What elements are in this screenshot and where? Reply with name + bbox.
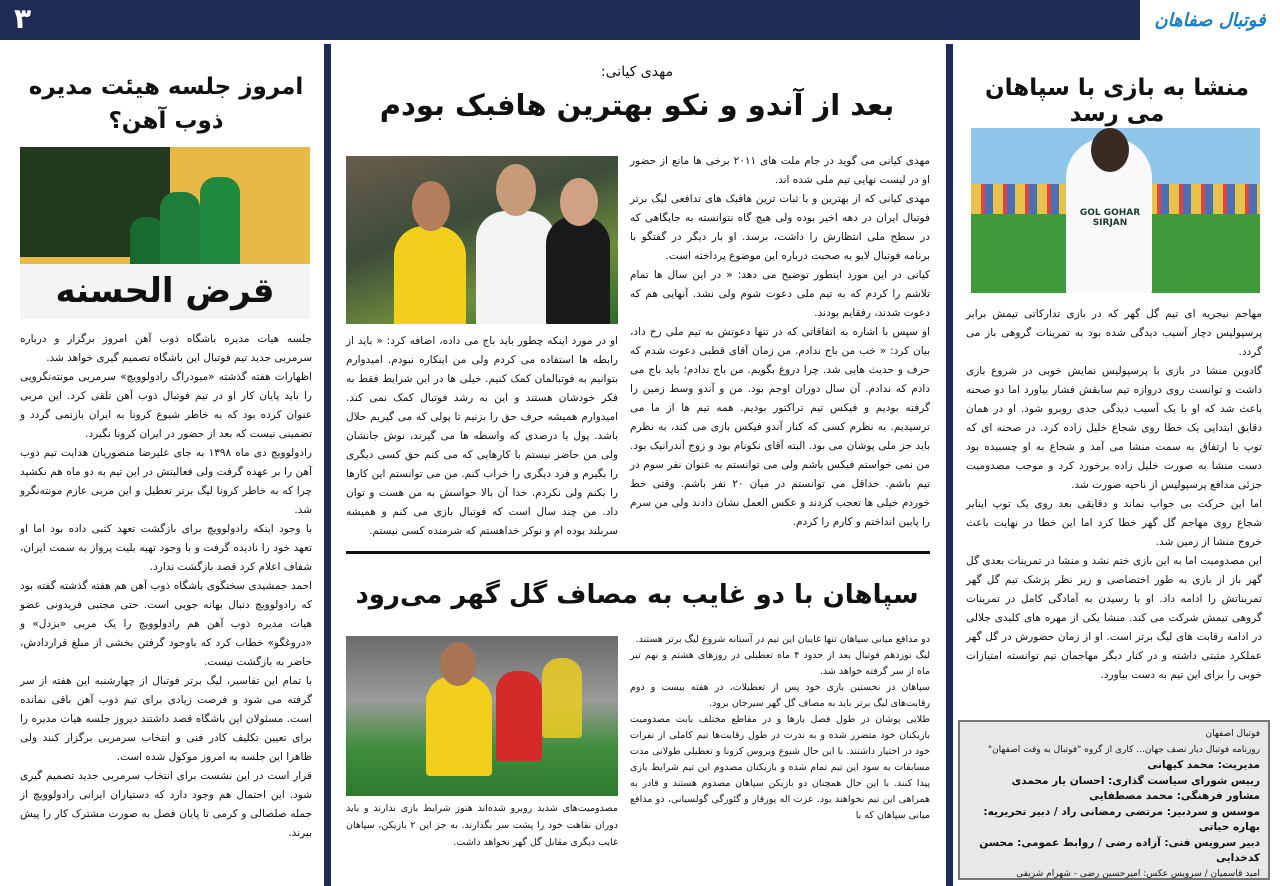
article-mensah-body [966,305,1262,710]
masthead-credits [958,720,1270,880]
photo-zobahan [20,147,310,319]
article-sepahan-body-right [630,632,930,882]
paragraph: رادولوویچ دی ماه ۱۳۹۸ به جای علیرضا منصوریان هدایت تیم ذوب آهن را بر عهده گرفت ولی فعالیتش در این تیم به دو ماه هم نکشید چرا که به خاطر کرونا لیگ برتر تعطیل و این مربی عازم مونته‌نگرو شد. [20,447,312,516]
paragraph: سپاهان در نخستین بازی خود پس از تعطیلات، در هفته بیست و دوم رقابت‌های لیگ برتر باید به مصاف گل گهر سیرجان برود. [630,682,930,709]
credits-line: مشاور فرهنگی: محمد مصطفایی [1089,790,1260,802]
headline-sepahan: سپاهان با دو غایب به مصاف گل گهر می‌رود [355,580,919,610]
credits-line: فوتبال اصفهان [1205,729,1260,739]
credits-line: مدیریت: محمد کیهانی [1147,759,1260,771]
paragraph: او سپس با اشاره به اتفاقاتی که در تنها دعوتش به تیم ملی رخ داد، بیان کرد: « خب من باج ندادم. من زمان آقای قطبی دعوت شدم که حرف و حدیث هایی شد. چرا دروغ بگویم. من باج ندادم؛ باید باج می دادم که ندادم. آن سال دوران اوجم بود. من و آندو وسط زمین را گرفته بودیم و فیکس تیم تراکتور بودیم. همه تیم ها از ما می ترسیدیم. به نظرم کسی که کنار آندو فیکس بازی می کند، به نظرم باید جز ملی پوشان می بود. البته آقای نکونام بود و زوج آندرانیک بود. من نمی خواستم فیکس باشم ولی می توانستم به عنوان نفر سوم در تیم باشم. حداقل می توانستم در میان ۲۰ نفر باشم. وقتی خط خوردم خیلی ها تعجب کردند و عکس العمل نشان دادند ولی من سرم را پایین انداختم و کارم را کردم. [630,326,930,528]
header-bar [0,0,1280,40]
kicker-kiani: مهدی کیانی: [600,64,674,80]
jersey-text: GOL GOHAR SIRJAN [1079,208,1141,228]
banner-text: قرض الحسنه [20,264,310,319]
logo: فوتبال صفاهان [1140,0,1280,40]
paragraph: مهاجم نیجریه ای تیم گل گهر که در بازی تدارکاتی تیمش برابر پرسپولیس دچار آسیب دیدگی شده بود به تمرینات گروهی باز می گردد. [966,308,1262,358]
article-kiani-body-right [630,152,930,542]
paragraph: گادوین منشا در بازی با پرسپولیس نمایش خوبی در شروع بازی داشت و توانست روی دروازه تیم سابقش فشار بیاورد اما دو صحنه باعث شد که او با یک آسیب دیدگی جدی روبرو شود. او در همان دقایق ابتدایی یک خطا روی شجاع خلیل زاده کرد. در صحنه ای که توپ با ارتفاق به سمت منشا می آمد و شجاع به او چسبیده بود دست منشا به صورت خلیل زاده برخورد کرد و موجب مصدومیت جزئی مدافع پرسپولیس از ناحیه صورت شد. [966,365,1262,491]
credits-line: روزنامه فوتبال دیار نصف جهان... کاری از گروه "فوتبال به وقت اصفهان" [987,744,1260,755]
paragraph: احمد جمشیدی سخنگوی باشگاه ذوب آهن هم هفته گذشته گفته بود که رادولوویچ دنبال بهانه جویی است. حتی مجتبی فریدونی عضو هیات مدیره ذوب آهن هم رادولوویچ را یک مربی «بزدل» و «دروغگو» خطاب کرد که باوجود گرفتن بخشی از مبلغ قراردادش، حاضر به بازگشت نیست. [20,580,312,668]
paragraph: جلسه هیات مدیره باشگاه ذوب آهن امروز برگزار و درباره سرمربی جدید تیم فوتبال این باشگاه تصمیم گیری خواهد شد. [20,333,312,364]
section-divider [346,551,930,554]
article-zobahan-body [20,330,312,882]
column-separator-right [946,44,953,886]
photo-mensah [971,128,1260,293]
paragraph: مهدی کیانی که از بهترین و با ثبات ترین هافبک های تدافعی لیگ برتر فوتبال ایران در دهه اخیر بوده ولی هیچ گاه نتوانسته به جایگاهی که در سطح ملی انتظارش را داشت، برسد. او بار دیگر در گفتگو با برنامه فوتبال لایو به صحبت درباره این موضوع پرداخته است. [630,193,930,262]
photo-kiani [346,156,618,324]
credits-line: موسس و سردبیر: مرتضی رمضانی راد / دبیر تحریریه: بهاره حیاتی [983,805,1260,833]
paragraph: طلایی پوشان در طول فصل بارها و در مقاطع مختلف بابت مصدومیت بازیکنان خود متضرر شده و به ندرت در طول رقابت‌ها تیم کاملی از نفرات خود در اختیار داشتند. با این حال شیوع ویروس کرونا و تعطیلی طولانی مدت مسابقات به سود این تیم تمام شده و بازیکنان مصدوم این تیم شرایط بازی پیدا کنند. با این حال همچنان دو بازیکن سپاهان مصدوم هستند و قادر به همراهی این تیم نخواهند بود. عزت اله پورقاز و گئورگی گولسیانی، دو مدافع میانی سپاهان که با [630,714,930,821]
paragraph: کیانی در این مورد اینطور توضیح می دهد: « در این سال ها تمام تلاشم را کردم که به تیم ملی دعوت شوم ولی نشد. آنهایی هم که دعوت شدند، رفقایم بودند. [630,269,930,319]
paragraph: با تمام این تفاسیر، لیگ برتر فوتبال از چهارشنبه این هفته از سر گرفته می شود و فرصت زیادی برای تیم ذوب آهن باقی نمانده است. مسئولان این باشگاه قصد داشتند دیروز جلسه هیات مدیره را برای تعیین تکلیف کادر فنی و انتخاب سرمربی برگزار کنند ولی ظاهرا این جلسه به امروز موکول شده است. [20,675,312,763]
paragraph: مهدی کیانی می گوید در جام ملت های ۲۰۱۱ برخی ها مانع از حضور او در لیست نهایی تیم ملی شده اند. [630,155,931,186]
column-separator-left [324,44,331,886]
paragraph: اظهارات هفته گذشته «میودراگ رادولوویچ» سرمربی مونته‌نگرویی را باید پایان کار او در تیم فوتبال ذوب آهن تلقی کرد. این مربی عنوان کرده بود که به خاطر شیوع کرونا به ایران بازنمی گردد و تضمینی نیست که بعد از حضور در ایران کرونا نگیرد. [20,371,312,440]
headline-zobahan: امروز جلسه هیئت مدیره ذوب آهن؟ [28,74,304,134]
paragraph: مصدومیت‌های شدید روبرو شده‌اند هنوز شرایط بازی ندارند و باید دوران نقاهت خود را پشت سر بگذارند. به جز این ۲ بازیکن، سپاهان غایب دیگری مقابل گل گهر نخواهد داشت. [346,803,618,848]
photo-sepahan [346,636,618,796]
paragraph: دو مدافع میانی سپاهان تنها غایبان این تیم در آستانه شروع لیگ برتر هستند. [635,634,930,645]
paragraph: این مصدومیت اما به این بازی ختم نشد و منشا در تمرینات بعدی گل گهر باز از بازی به طور اختصاصی و زیر نظر پزشک تیم گل گهر تمریناتش را ادامه داد. او با رسیدن به آمادگی کامل در تمرینات گروهی تیمش شرکت می کند. منشا یکی از مهره های کلیدی جلالی در ادامه رقابت های لیگ برتر است. او از زمان حضورش در گل گهر عملکرد مثبتی داشته و در کنار دیگر مهاجمان تیم توانسته امتیازات خوبی را برای این تیم به دست بیاورد. [966,555,1262,681]
credits-line: امید قاسمیان / سرویس عکس: امیرحسین رضی - شهرام شریفی [1016,868,1260,879]
article-kiani-body-left [346,332,618,542]
paragraph: با وجود اینکه رادولوویچ برای بازگشت تعهد کتبی داده بود اما او تعهد خود را نادیده گرفت و با وجود تهیه بلیت پرواز به سمت ایران، شفاف اعلام کرد قصد بازگشت ندارد. [20,523,312,573]
paragraph: او در مورد اینکه چطور باید باج می داده، اضافه کرد: « باید از رابطه ها استفاده می کردم ولی من اینکاره نبودم. امیدوارم بتوانیم به فوتبالمان کمک کنیم. خیلی ها در این شرایط فقط به فکر خودشان هستند و این به رشد فوتبال کمک نمی کند. امیدوارم همیشه حرف حق را بزنیم تا پولی که می گیریم حلال باشد. پول یا درصدی که واسطه ها می گیرند، نوش جانشان ولی من حاضر نیستم با کارهایی که می کنم حق کسی دیگری را بگیرم و فرد دیگری را خراب کنم. من می توانستم این کارها را بکنم ولی نکردم. خدا آن بالا حواسش به من هست و توان داد. من چند سال است که فوتبال بازی می کنم و همیشه سربلند بوده ام و نوکر خداهستم که شرمنده کسی نیستم. [346,335,618,537]
article-sepahan-body-left [346,800,618,880]
credits-line: رییس شورای سیاست گذاری: احسان یار محمدی [1011,774,1260,787]
page-number: ۳ [14,2,32,35]
paragraph: لیگ نوزدهم فوتبال بعد از حدود ۴ ماه تعطیلی در روزهای هشتم و نهم تیر ماه از سر گرفته خواهد شد. [630,650,930,677]
headline-mensah: منشا به بازی با سپاهان می رسد [984,75,1249,127]
credits-line: دبیر سرویس فنی: آزاده رضی / روابط عمومی: محسن کدخدایی [979,836,1260,864]
paragraph: قرار است در این نشست برای انتخاب سرمربی جدید تصمیم گیری شود. این احتمال هم وجود دارد که دستیاران ایرانی رادولوویچ از جمله صلصالی و کرمی تا پایان فصل به صورت مشترک کار را پیش ببرند. [20,770,312,839]
paragraph: اما این حرکت بی جواب نماند و دقایقی بعد روی یک توپ اینایر شجاع روی مهاجم گل گهر خطا کرد اما این خطا در نهایت باعث خروج منشا از زمین شد. [966,498,1262,548]
headline-kiani: بعد از آندو و نکو بهترین هافبک بودم [379,88,895,122]
